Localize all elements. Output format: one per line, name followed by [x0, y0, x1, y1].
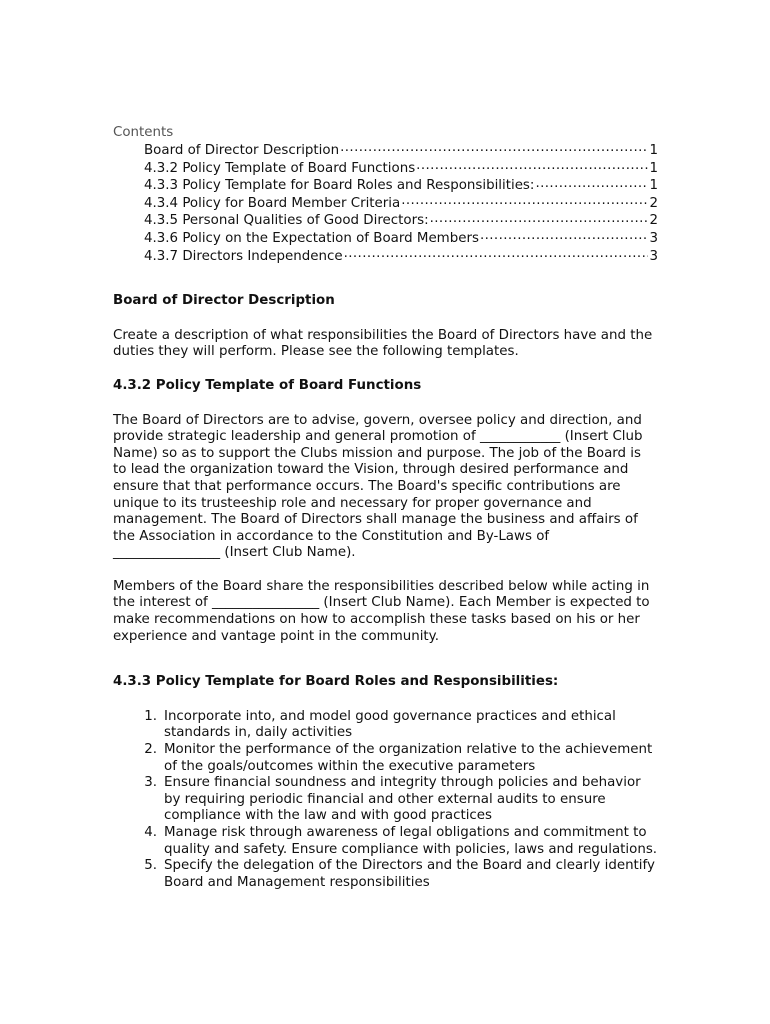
list-item-text: Ensure financial soundness and integrity through policies and behavior by requiring periodic financial and other external audits to ensure compliance with the law and with good practices: [164, 775, 641, 824]
section-paragraph: The Board of Directors are to advise, govern, oversee policy and direction, and provide strategic leadership and general promotion of ____________ (Insert Club Name) so as to support the Clubs mission and purpose. The job of the Board is to lead the organization toward the Vision, through desired performance and ensure that that performance occurs. The Board's specific contributions are unique to its trusteeship role and necessary for proper governance and management. The Board of Directors shall manage the business and affairs of the Association in accordance to the Constitution and By-Laws of ________________ (Insert Club Name).: [113, 412, 643, 561]
list-item-text: Monitor the performance of the organization relative to the achievement of the goals/outcomes within the executive parameters: [164, 742, 653, 774]
list-item-text: Incorporate into, and model good governance practices and ethical standards in, daily activities: [164, 708, 616, 741]
toc-leader: [480, 230, 649, 242]
section-heading-board-roles: 4.3.3 Policy Template for Board Roles and Responsibilities:: [113, 674, 559, 690]
document-page: [113, 124, 658, 891]
table-of-contents: [113, 142, 658, 265]
toc-item[interactable]: [144, 177, 658, 195]
list-item-text: Specify the delegation of the Directors and the Board and clearly identify Board and Management responsibilities: [164, 858, 655, 890]
list-item: [113, 709, 658, 742]
toc-leader: [535, 177, 648, 189]
toc-item-label: 4.3.4 Policy for Board Member Criteria: [144, 195, 401, 211]
list-item: [113, 825, 658, 858]
toc-item[interactable]: [144, 195, 658, 213]
section-paragraph: Members of the Board share the responsibilities described below while acting in the interest of ________________ (Insert Club Name). Each Member is expected to make recommendations on how to accomplish these tasks based on his or her experience and vantage point in the community.: [113, 578, 650, 644]
toc-item-label: 4.3.7 Directors Independence: [144, 248, 343, 264]
list-item-number: 3.: [144, 775, 157, 791]
list-item-number: 2.: [144, 742, 157, 758]
toc-leader: [340, 142, 648, 154]
toc-item-page: 2: [649, 213, 658, 229]
toc-item-label: 4.3.6 Policy on the Expectation of Board Members: [144, 230, 479, 246]
list-item: [113, 858, 658, 891]
list-item-number: 1.: [144, 708, 157, 724]
toc-item[interactable]: [144, 142, 658, 160]
toc-leader: [344, 248, 649, 260]
section-paragraph: Create a description of what responsibilities the Board of Directors have and the duties they will perform. Please see the following templates.: [113, 327, 653, 360]
list-item-text: Manage risk through awareness of legal obligations and commitment to quality and safety. Ensure compliance with policies, laws and regulations.: [164, 825, 658, 857]
toc-item-page: 1: [649, 178, 658, 194]
toc-leader: [416, 160, 648, 172]
toc-item-page: 1: [649, 160, 658, 176]
toc-item-label: 4.3.5 Personal Qualities of Good Directors:: [144, 213, 429, 229]
list-item: [113, 742, 658, 775]
toc-item-page: 2: [649, 195, 658, 211]
toc-item-label: 4.3.3 Policy Template for Board Roles and Responsibilities:: [144, 178, 535, 194]
section-heading-board-description: Board of Director Description: [113, 293, 335, 309]
list-item-number: 4.: [144, 825, 157, 840]
toc-heading: Contents: [113, 125, 174, 140]
toc-leader: [401, 195, 648, 207]
toc-item[interactable]: [144, 160, 658, 178]
toc-item[interactable]: [144, 248, 658, 266]
toc-leader: [430, 212, 649, 224]
toc-item-label: Board of Director Description: [144, 143, 340, 158]
list-item-number: 5.: [144, 858, 157, 874]
responsibilities-list: [113, 709, 658, 892]
toc-item[interactable]: [144, 212, 658, 230]
toc-item-page: 3: [649, 248, 658, 264]
toc-item[interactable]: [144, 230, 658, 248]
toc-item-page: 3: [649, 230, 658, 246]
section-heading-board-functions: 4.3.2 Policy Template of Board Functions: [113, 377, 422, 393]
toc-item-label: 4.3.2 Policy Template of Board Functions: [144, 160, 416, 176]
toc-item-page: 1: [649, 143, 658, 158]
list-item: [113, 775, 658, 825]
